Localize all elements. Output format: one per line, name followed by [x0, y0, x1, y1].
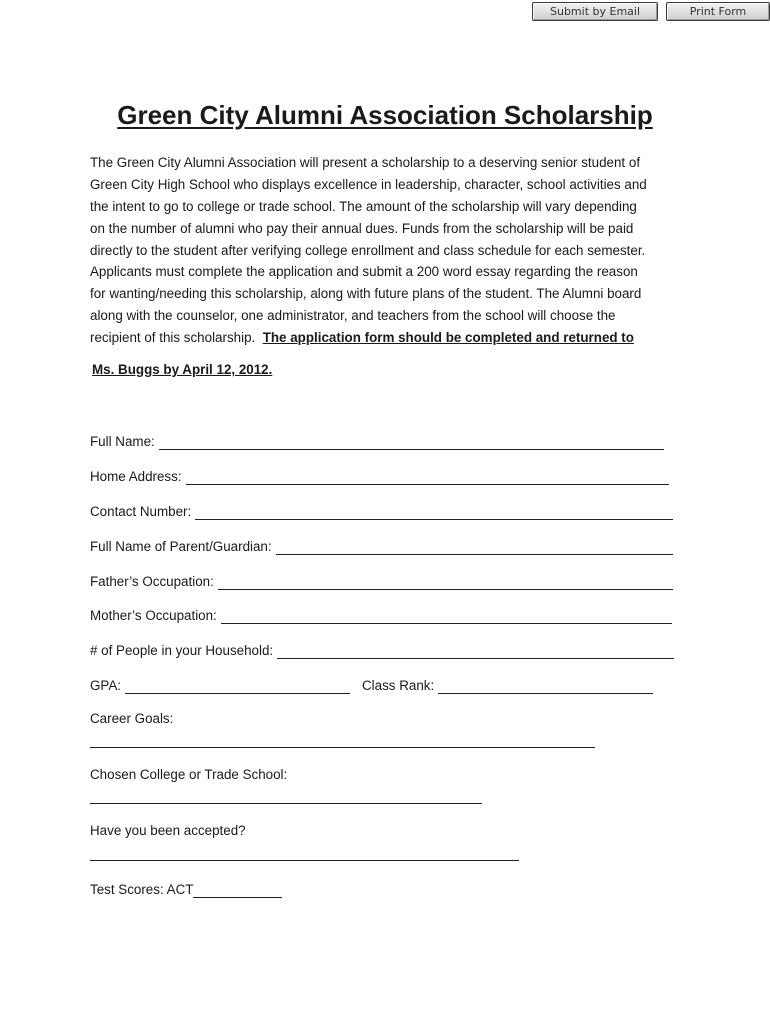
father-occupation-input-line[interactable]	[218, 575, 673, 590]
college-label: Chosen College or Trade School:	[90, 767, 288, 782]
contact-number-input-line[interactable]	[195, 505, 673, 520]
class-rank-field[interactable]	[362, 674, 653, 694]
form-toolbar	[0, 2, 770, 24]
father-occupation-label: Father’s Occupation:	[90, 574, 214, 589]
career-goals-input-line[interactable]	[90, 747, 595, 748]
accepted-input-line[interactable]	[90, 860, 519, 861]
intro-line: on the number of alumni who pay their annual dues. Funds from the scholarship will be paid	[90, 220, 634, 236]
intro-line: The Green City Alumni Association will present a scholarship to a deserving senior student of	[90, 155, 641, 170]
contact-number-label: Contact Number:	[90, 504, 192, 519]
home-address-field[interactable]	[90, 465, 669, 485]
act-score-input-line[interactable]	[193, 883, 282, 898]
parent-guardian-field[interactable]	[90, 535, 673, 555]
intro-paragraph	[90, 152, 690, 349]
parent-guardian-label: Full Name of Parent/Guardian:	[90, 539, 272, 554]
household-label: # of People in your Household:	[90, 643, 274, 658]
test-scores-field[interactable]	[90, 878, 282, 898]
class-rank-input-line[interactable]	[438, 679, 653, 694]
return-instruction: The application form should be completed and returned to	[262, 330, 634, 346]
father-occupation-field[interactable]	[90, 570, 673, 590]
career-goals-label: Career Goals:	[90, 711, 174, 726]
submit-by-email-button[interactable]: Submit by Email	[532, 2, 658, 21]
mother-occupation-input-line[interactable]	[221, 609, 672, 624]
intro-line: Green City High School who displays excellence in leadership, character, school activities and	[90, 176, 647, 192]
deadline-text: Ms. Buggs by April 12, 2012.	[92, 362, 273, 377]
document-title: Green City Alumni Association Scholarship	[117, 100, 653, 130]
home-address-label: Home Address:	[90, 469, 182, 484]
class-rank-label: Class Rank:	[362, 678, 435, 693]
household-field[interactable]	[90, 639, 674, 659]
household-input-line[interactable]	[277, 644, 674, 659]
intro-line-last	[90, 327, 690, 349]
gpa-label: GPA:	[90, 678, 122, 693]
intro-line: Applicants must complete the application and submit a 200 word essay regarding the reason	[90, 264, 638, 280]
mother-occupation-field[interactable]	[90, 604, 672, 624]
full-name-field[interactable]	[90, 430, 664, 450]
gpa-field[interactable]	[90, 674, 350, 694]
contact-number-field[interactable]	[90, 500, 673, 520]
college-input-line[interactable]	[90, 803, 482, 804]
parent-guardian-input-line[interactable]	[276, 540, 673, 555]
mother-occupation-label: Mother’s Occupation:	[90, 608, 217, 623]
full-name-label: Full Name:	[90, 434, 155, 449]
intro-line: directly to the student after verifying college enrollment and class schedule for each semester.	[90, 242, 646, 258]
gpa-input-line[interactable]	[125, 679, 350, 694]
home-address-input-line[interactable]	[186, 470, 669, 485]
intro-line: along with the counselor, one administrator, and teachers from the school will choose the	[90, 308, 616, 324]
print-form-button[interactable]: Print Form	[666, 2, 770, 21]
intro-line: the intent to go to college or trade school. The amount of the scholarship will vary depending	[90, 198, 637, 214]
intro-last-text: recipient of this scholarship.	[90, 330, 263, 346]
intro-line: for wanting/needing this scholarship, along with future plans of the student. The Alumni board	[90, 286, 642, 302]
full-name-input-line[interactable]	[159, 435, 664, 450]
accepted-label: Have you been accepted?	[90, 823, 246, 838]
test-scores-label: Test Scores: ACT	[90, 882, 194, 897]
